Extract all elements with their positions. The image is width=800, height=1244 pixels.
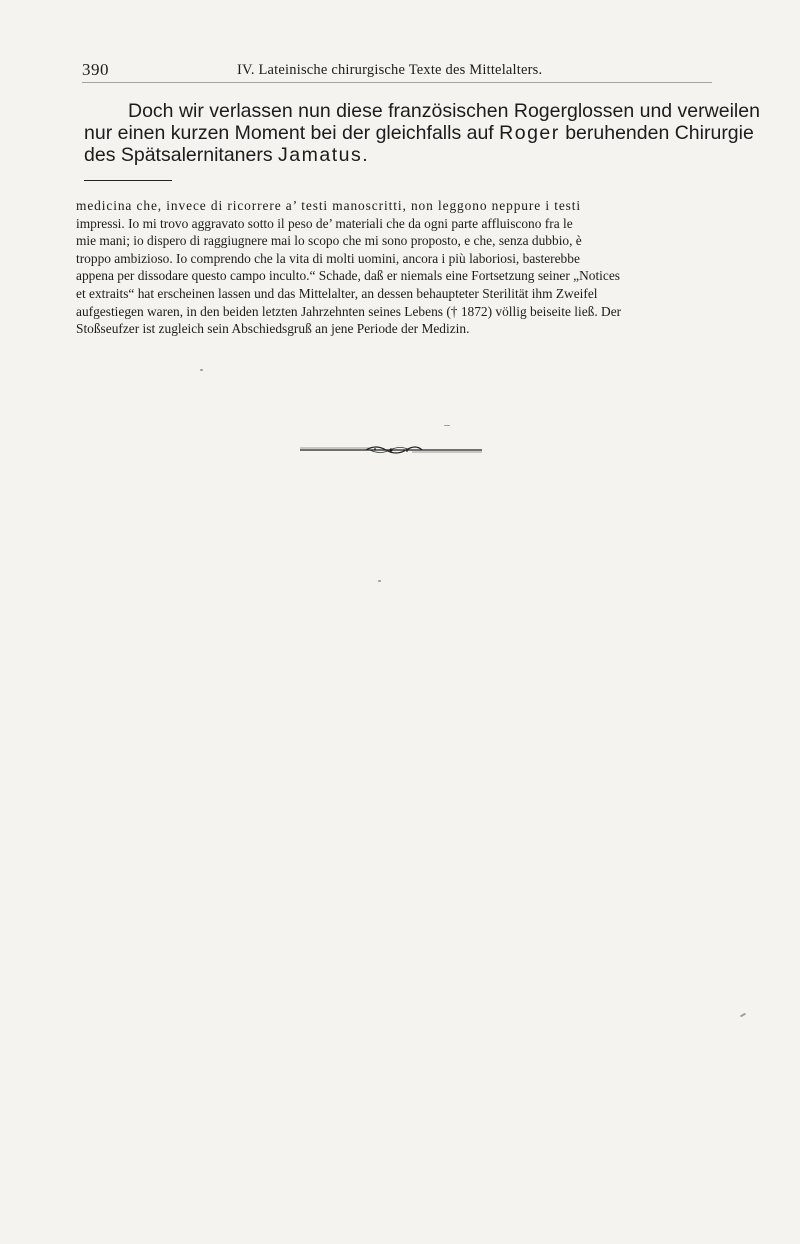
paper-speck bbox=[378, 580, 381, 582]
footnote-line-2: impressi. Io mi trovo aggravato sotto il peso de’ materiali che da ogni parte affluiscono fra le bbox=[76, 215, 573, 231]
page-number: 390 bbox=[82, 60, 109, 79]
footnote-line-4: troppo ambizioso. Io comprendo che la vita di molti uomini, ancora i più laboriosi, basterebbe bbox=[76, 250, 580, 266]
footnote-line-1: medicina che, invece di ricorrere a’ testi manoscritti, non leggono neppure i testi bbox=[76, 198, 582, 213]
footnote-line-7: aufgestiegen waren, in den beiden letzten Jahrzehnten seines Lebens († 1872) völlig beiseite ließ. Der bbox=[76, 303, 622, 319]
paper-speck bbox=[444, 425, 450, 426]
footnote-rule bbox=[84, 180, 172, 181]
footnote-line-6: et extraits“ hat erscheinen lassen und das Mittelalter, an dessen behaupteter Sterilität ihm Zweifel bbox=[76, 285, 598, 301]
name-roger: Roger bbox=[499, 122, 560, 144]
main-line-3-period: . bbox=[362, 144, 368, 166]
main-line-3-text: des Spätsalernitaners bbox=[84, 144, 279, 166]
main-line-2 bbox=[84, 122, 754, 144]
running-head bbox=[82, 60, 712, 84]
main-line-1: Doch wir verlassen nun diese französischen Rogerglossen und verweilen bbox=[128, 100, 760, 122]
footnote-line-8: Stoßseufzer ist zugleich sein Abschiedsgruß an jene Periode der Medizin. bbox=[76, 321, 470, 337]
main-line-3 bbox=[84, 144, 716, 166]
end-ornament-icon bbox=[300, 443, 482, 457]
main-line-2-text-b: beruhenden Chirurgie bbox=[559, 122, 754, 144]
paper-speck bbox=[200, 369, 203, 371]
main-paragraph bbox=[84, 100, 760, 166]
footnote-line-3: mie mani; io dispero di raggiugnere mai lo scopo che mi sono proposto, e che, senza dubbio, è bbox=[76, 233, 582, 249]
header-rule bbox=[82, 82, 712, 83]
main-line-2-text-a: nur einen kurzen Moment bei der gleichfalls auf bbox=[84, 122, 500, 144]
running-title: IV. Lateinische chirurgische Texte des Mittelalters. bbox=[237, 62, 543, 78]
paper-speck bbox=[740, 1013, 746, 1018]
name-jamatus: Jamatus bbox=[278, 144, 363, 166]
footnote-line-5: appena per dissodare questo campo inculto.“ Schade, daß er niemals eine Fortsetzung seiner „Notices bbox=[76, 268, 620, 284]
footnote bbox=[76, 197, 716, 338]
